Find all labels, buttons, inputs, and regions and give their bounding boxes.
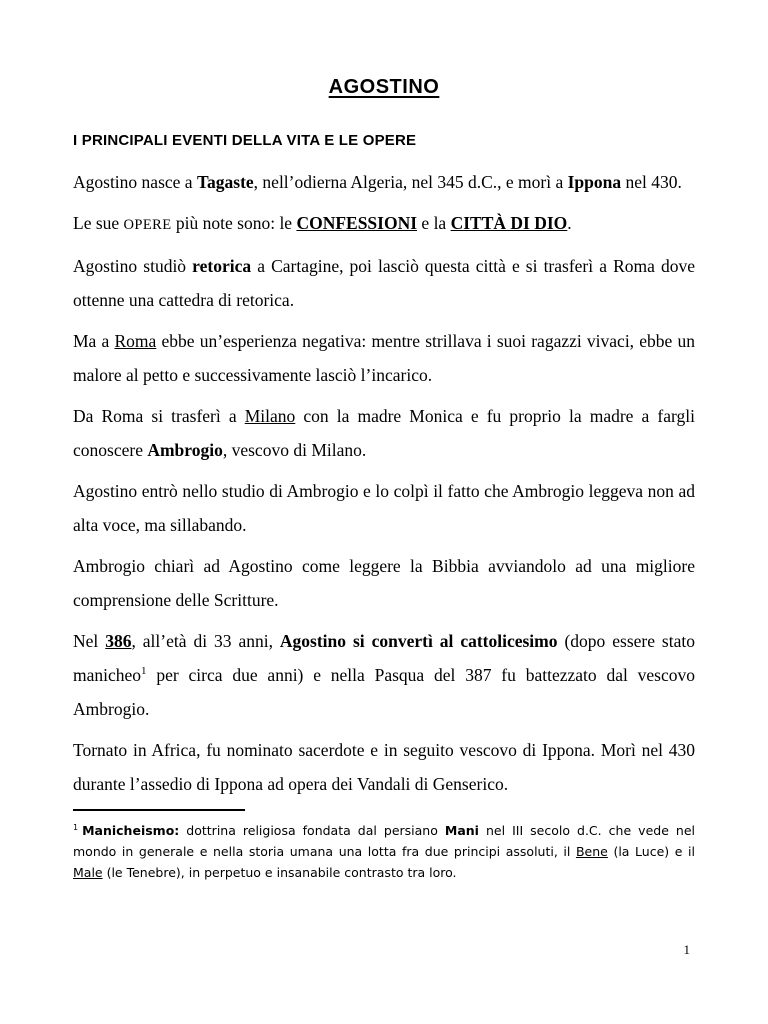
text-run-bold: Mani	[444, 823, 479, 838]
text-run: per circa due anni) e nella Pasqua del 387 fu battezzato dal vescovo Ambrogio.	[73, 665, 695, 719]
text-run: .	[567, 213, 572, 233]
paragraph-3	[73, 249, 695, 317]
text-run-bold: Ambrogio	[147, 440, 223, 460]
text-run-bold-underline: CONFESSIONI	[296, 213, 418, 233]
text-run: nel 430.	[621, 172, 682, 192]
text-run: Agostino nasce a	[73, 172, 197, 192]
text-run: (le Tenebre), in perpetuo e insanabile contrasto tra loro.	[102, 865, 457, 880]
text-run: ebbe un’esperienza negativa: mentre strillava i suoi ragazzi vivaci, ebbe un malore al petto e successivamente lasciò l’incarico.	[73, 331, 695, 385]
text-run-smallcaps: OPERE	[123, 217, 172, 233]
text-run-underline: Roma	[114, 331, 157, 351]
text-run: Ambrogio chiarì ad Agostino come leggere la Bibbia avviandolo ad una migliore comprensione delle Scritture.	[73, 556, 695, 610]
text-run: Agostino studiò	[73, 256, 193, 276]
text-run: , nell’odierna Algeria, nel 345 d.C., e morì a	[253, 172, 568, 192]
text-run-underline: Milano	[244, 406, 296, 426]
section-heading: I PRINCIPALI EVENTI DELLA VITA E LE OPERE	[73, 132, 417, 149]
text-run-bold: Manicheismo:	[82, 823, 180, 838]
text-run-bold: retorica	[192, 256, 252, 276]
paragraph-6	[73, 474, 695, 542]
paragraph-1	[73, 165, 695, 199]
paragraph-4	[73, 324, 695, 392]
text-run: Nel	[73, 631, 106, 651]
page-number: 1	[683, 942, 690, 957]
text-run: Tornato in Africa, fu nominato sacerdote e in seguito vescovo di Ippona. Morì nel 430 durante l’assedio di Ippona ad opera dei Vandali di Genserico.	[73, 740, 695, 794]
paragraph-8	[73, 624, 695, 726]
text-run: più note sono: le	[171, 213, 297, 233]
footnote-separator	[73, 809, 245, 811]
text-run: (dopo essere stato manicheo	[73, 631, 695, 685]
text-run-underline: Bene	[575, 844, 608, 859]
text-run-bold: Agostino si convertì al cattolicesimo	[279, 631, 558, 651]
text-run: Agostino entrò nello studio di Ambrogio e lo colpì il fatto che Ambrogio leggeva non ad alta voce, ma sillabando.	[73, 481, 695, 535]
text-run: Le sue	[73, 213, 124, 233]
text-run: dottrina religiosa fondata dal persiano	[179, 823, 445, 838]
document-title	[73, 76, 695, 99]
footnote-reference: 1	[141, 665, 147, 678]
text-run: nel III secolo d.C. che vede nel mondo in generale e nella storia umana una lotta fra due principi assoluti, il	[73, 823, 695, 859]
text-run: Da Roma si trasferì a	[73, 406, 245, 426]
paragraph-7	[73, 549, 695, 617]
text-run-bold-underline: CITTÀ DI DIO	[450, 213, 568, 233]
text-run: a Cartagine, poi lasciò questa città e si trasferì a Roma dove ottenne una cattedra di retorica.	[73, 256, 695, 310]
text-run: (la Luce) e il	[607, 844, 695, 859]
text-run: con la madre Monica e fu proprio la madre a fargli conoscere	[73, 406, 695, 460]
footnote	[73, 820, 695, 883]
footnote-marker: 1	[73, 822, 79, 832]
text-run-underline: Male	[73, 865, 103, 880]
text-run-bold-underline: 386	[105, 631, 132, 651]
text-run: , vescovo di Milano.	[222, 440, 367, 460]
text-run: e la	[417, 213, 451, 233]
paragraph-9	[73, 733, 695, 801]
paragraph-2	[73, 206, 695, 242]
document-title-text: AGOSTINO	[328, 76, 440, 98]
text-run-bold: Ippona	[567, 172, 622, 192]
text-run: Ma a	[73, 331, 115, 351]
text-run-bold: Tagaste	[196, 172, 254, 192]
text-run: , all’età di 33 anni,	[131, 631, 280, 651]
paragraph-5	[73, 399, 695, 467]
